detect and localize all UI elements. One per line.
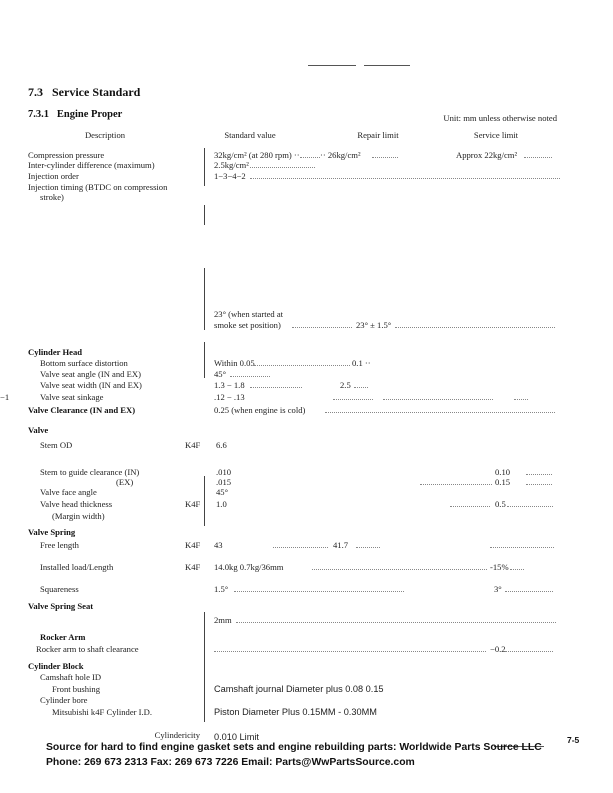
spec-description: Injection order bbox=[28, 171, 79, 181]
dotted-leader bbox=[372, 157, 398, 158]
dotted-leader bbox=[214, 651, 486, 652]
header-rule bbox=[308, 65, 356, 66]
footer-source: Source for hard to find engine gasket sets and engine rebuilding parts: Worldwide Parts Source LLC bbox=[46, 742, 542, 753]
engine-model: K4F bbox=[185, 562, 201, 572]
group-heading: Valve bbox=[28, 425, 49, 435]
unit-note: Unit: mm unless otherwise noted bbox=[443, 113, 557, 123]
page-number: 7-5 bbox=[567, 735, 580, 745]
standard-value: .12 − .13 bbox=[214, 392, 245, 402]
dotted-leader bbox=[524, 157, 552, 158]
column-divider bbox=[204, 205, 205, 225]
dotted-leader bbox=[383, 399, 493, 400]
spec-description: Rocker arm to shaft clearance bbox=[36, 644, 139, 654]
service-limit: 0.10 bbox=[495, 467, 511, 477]
spec-description: Stem to guide clearance (IN) bbox=[40, 467, 140, 477]
header-rule bbox=[364, 65, 410, 66]
spec-description: Inter-cylinder difference (maximum) bbox=[28, 160, 155, 170]
spec-description: Valve seat angle (IN and EX) bbox=[40, 369, 141, 379]
repair-limit: 23° ± 1.5° bbox=[356, 320, 392, 330]
spec-description: Valve seat sinkage bbox=[40, 392, 104, 402]
spec-description: Valve seat width (IN and EX) bbox=[40, 380, 142, 390]
standard-value: 43 bbox=[214, 540, 223, 550]
column-divider bbox=[204, 476, 205, 526]
spec-description: Valve head thickness bbox=[40, 499, 113, 509]
service-limit: -15% bbox=[490, 562, 509, 572]
group-heading: Rocker Arm bbox=[40, 632, 86, 642]
dotted-leader bbox=[490, 547, 554, 548]
subsection-title: 7.3.1 Engine Proper bbox=[28, 109, 123, 120]
dotted-leader bbox=[250, 387, 302, 388]
spec-description: Installed load/Length bbox=[40, 562, 114, 572]
service-limit: 0.15 bbox=[495, 477, 511, 487]
standard-value: Camshaft journal Diameter plus 0.08 0.15 bbox=[214, 684, 384, 694]
service-limit: 3° bbox=[494, 584, 502, 594]
standard-value: 32kg/cm² (at 280 rpm) ·· bbox=[214, 150, 300, 160]
dotted-leader bbox=[514, 399, 528, 400]
dotted-leader bbox=[395, 327, 555, 328]
spec-description: Front bushing bbox=[52, 684, 100, 694]
dotted-leader bbox=[292, 327, 352, 328]
standard-value: 2mm bbox=[214, 615, 232, 625]
header-service: Service limit bbox=[473, 130, 519, 140]
spec-description: Camshaft hole ID bbox=[40, 672, 102, 682]
standard-value: 1.5° bbox=[214, 584, 229, 594]
dotted-leader bbox=[234, 591, 404, 592]
standard-value: .010 bbox=[216, 467, 232, 477]
footer-contact: Phone: 269 673 2313 Fax: 269 673 7226 Email: Parts@WwPartsSource.com bbox=[46, 757, 415, 768]
engine-model: K4F bbox=[185, 499, 201, 509]
standard-value: .015 bbox=[216, 477, 232, 487]
standard-value: 2.5kg/cm² bbox=[214, 160, 249, 170]
dotted-leader bbox=[333, 399, 373, 400]
service-limit: −0.2 bbox=[490, 644, 506, 654]
cylindericity-label: Cylindericity bbox=[154, 730, 200, 740]
spec-description: Compression pressure bbox=[28, 150, 105, 160]
spec-description: (EX) bbox=[116, 477, 134, 487]
dotted-leader bbox=[312, 569, 487, 570]
spec-description: Injection timing (BTDC on compression bbox=[28, 182, 168, 192]
group-heading: Cylinder Head bbox=[28, 347, 83, 357]
spec-description: stroke) bbox=[40, 192, 64, 202]
spec-description: Squareness bbox=[40, 584, 79, 594]
header-description: Description bbox=[84, 130, 126, 140]
dotted-leader bbox=[505, 591, 553, 592]
standard-value: Within 0.05 bbox=[214, 358, 255, 368]
standard-value: 14.0kg 0.7kg/36mm bbox=[214, 562, 284, 572]
dotted-leader bbox=[236, 622, 556, 623]
dotted-leader bbox=[507, 506, 553, 507]
dotted-leader bbox=[505, 651, 553, 652]
repair-limit: ·· 26kg/cm² bbox=[320, 150, 361, 160]
spec-description: Stem OD bbox=[40, 440, 73, 450]
dotted-leader bbox=[354, 387, 368, 388]
spec-description: Mitsubishi k4F Cylinder I.D. bbox=[52, 707, 153, 717]
standard-value: 23° (when started at bbox=[214, 309, 284, 319]
standard-value: Piston Diameter Plus 0.15MM - 0.30MM bbox=[214, 707, 377, 717]
repair-limit: 0.1 ·· bbox=[352, 358, 371, 368]
group-heading: Cylinder Block bbox=[28, 661, 84, 671]
header-standard: Standard value bbox=[224, 130, 276, 140]
service-limit: 0.5 bbox=[495, 499, 506, 509]
standard-value: 45° bbox=[216, 487, 229, 497]
column-divider bbox=[204, 612, 205, 722]
standard-value: 1−3−4−2 bbox=[214, 171, 246, 181]
group-heading: Valve Spring Seat bbox=[28, 601, 94, 611]
spec-description: Cylinder bore bbox=[40, 695, 88, 705]
dotted-leader bbox=[273, 547, 328, 548]
repair-limit: 2.5 bbox=[340, 380, 351, 390]
dotted-leader bbox=[230, 376, 270, 377]
standard-value: 45° bbox=[214, 369, 227, 379]
standard-value: 6.6 bbox=[216, 440, 227, 450]
service-limit: Approx 22kg/cm² bbox=[456, 150, 518, 160]
repair-limit: 41.7 bbox=[333, 540, 349, 550]
group-heading: Valve Clearance (IN and EX) bbox=[28, 405, 136, 415]
engine-model: K4F bbox=[185, 540, 201, 550]
dotted-leader bbox=[254, 365, 350, 366]
dotted-leader bbox=[526, 484, 552, 485]
column-divider bbox=[204, 148, 205, 186]
spec-description: Free length bbox=[40, 540, 79, 550]
service-limit: −1 bbox=[0, 392, 10, 402]
group-heading: Valve Spring bbox=[28, 527, 76, 537]
standard-value: smoke set position) bbox=[214, 320, 281, 330]
standard-value: 0.25 (when engine is cold) bbox=[214, 405, 306, 415]
spec-description: (Margin width) bbox=[52, 511, 105, 521]
dotted-leader bbox=[300, 157, 320, 158]
standard-value: 1.3 − 1.8 bbox=[214, 380, 245, 390]
header-repair: Repair limit bbox=[357, 130, 399, 140]
dotted-leader bbox=[510, 569, 524, 570]
column-divider bbox=[204, 342, 205, 378]
dotted-leader bbox=[420, 484, 492, 485]
dotted-leader bbox=[450, 506, 490, 507]
dotted-leader bbox=[526, 474, 552, 475]
spec-description: Valve face angle bbox=[40, 487, 97, 497]
dotted-leader bbox=[356, 547, 380, 548]
standard-value: 1.0 bbox=[216, 499, 227, 509]
cylindericity-value: 0.010 Limit bbox=[214, 732, 259, 742]
engine-model: K4F bbox=[185, 440, 201, 450]
column-divider bbox=[204, 268, 205, 330]
dotted-leader bbox=[325, 412, 555, 413]
dotted-leader bbox=[250, 178, 560, 179]
section-title: 7.3 Service Standard bbox=[28, 85, 141, 99]
spec-description: Bottom surface distortion bbox=[40, 358, 128, 368]
dotted-leader bbox=[250, 167, 315, 168]
